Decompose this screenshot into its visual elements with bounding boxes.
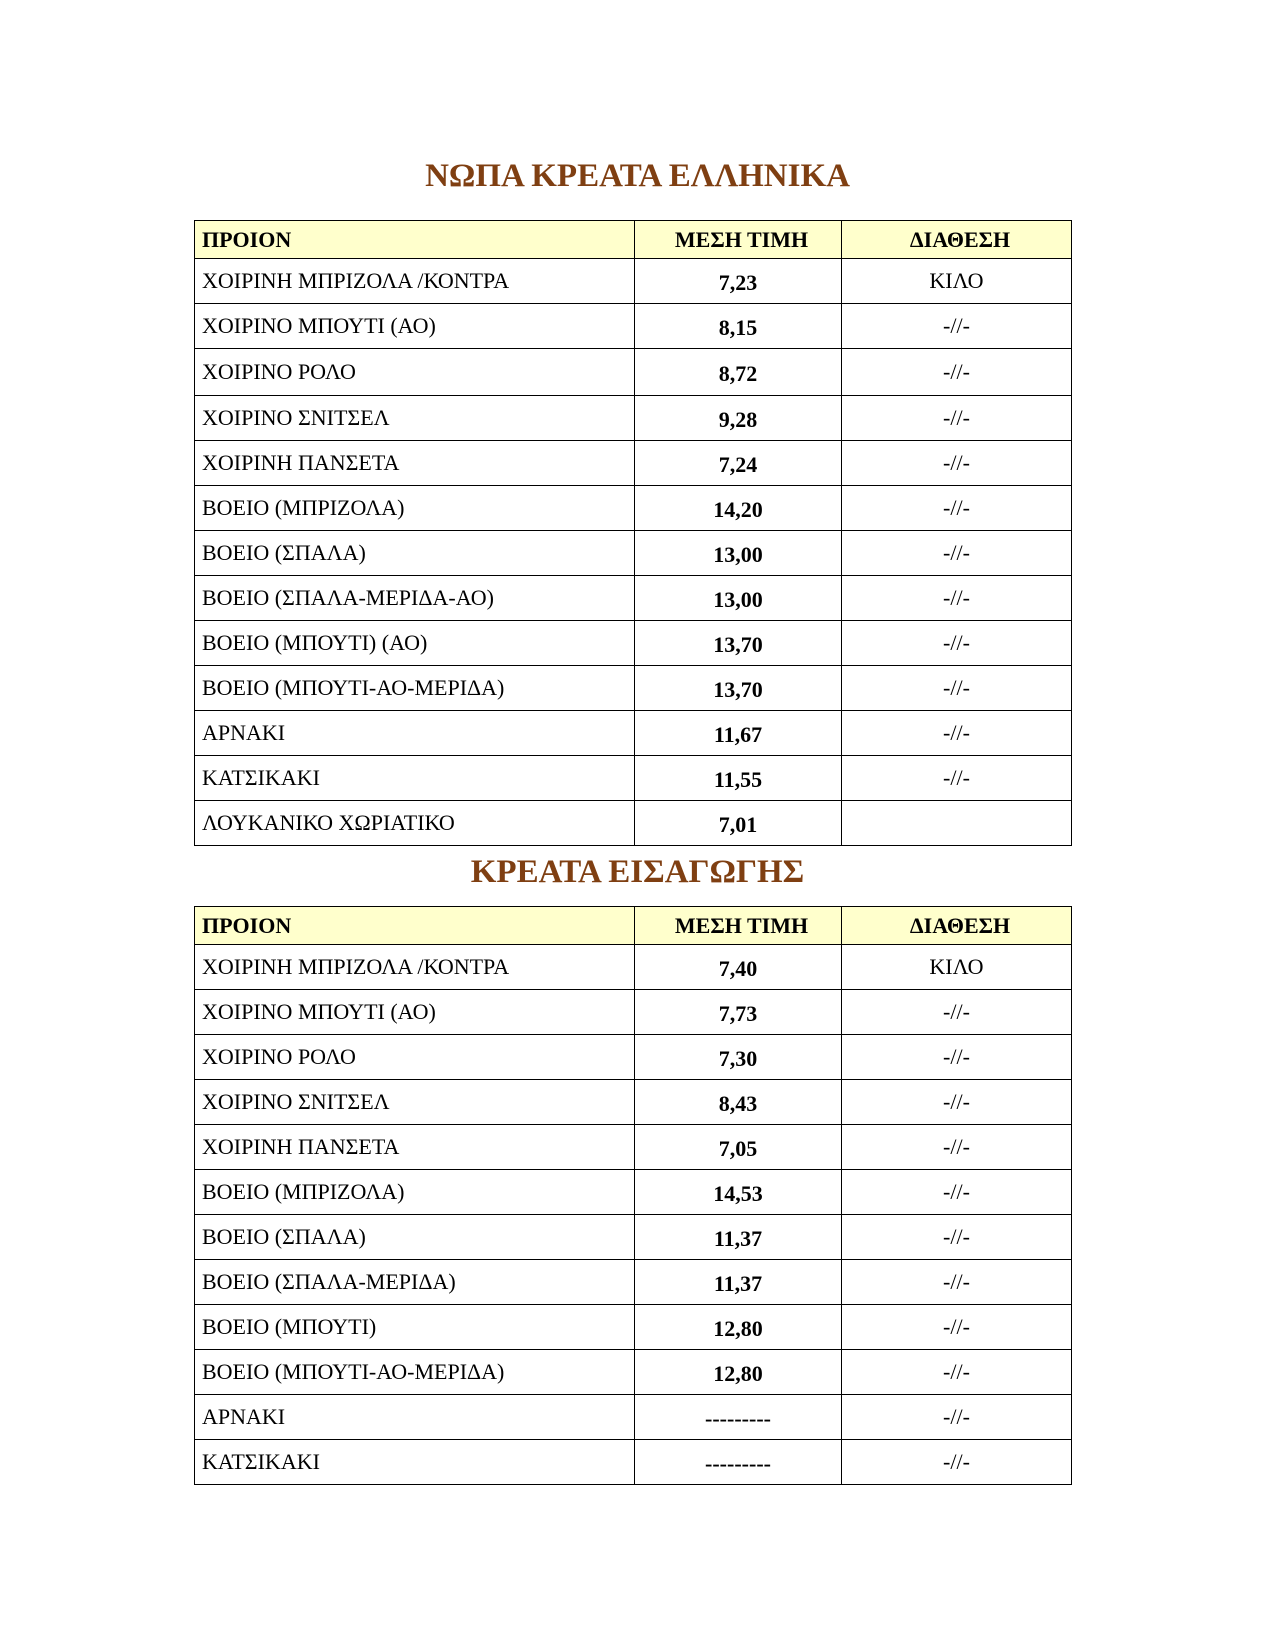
price-table-greek-meat [194,220,1072,846]
product-cell: ΒΟΕΙΟ (ΜΠΟΥΤΙ-ΑΟ-ΜΕΡΙΔΑ) [195,1350,635,1395]
product-cell: ΒΟΕΙΟ (ΣΠΑΛΑ-ΜΕΡΙΔΑ-ΑΟ) [195,576,635,621]
unit-cell: ΚΙΛΟ [842,259,1072,304]
product-cell: ΧΟΙΡΙΝΗ ΠΑΝΣΕΤΑ [195,1125,635,1170]
table-row [195,801,1072,846]
price-cell: 9,28 [635,396,842,441]
price-cell: 7,05 [635,1125,842,1170]
product-cell: ΧΟΙΡΙΝΟ ΜΠΟΥΤΙ (ΑΟ) [195,304,635,349]
price-cell: 14,53 [635,1170,842,1215]
table-row [195,666,1072,711]
unit-cell: -//- [842,1260,1072,1305]
unit-cell: -//- [842,666,1072,711]
unit-cell: -//- [842,1440,1072,1485]
table-row [195,1215,1072,1260]
product-cell: ΧΟΙΡΙΝΗ ΜΠΡΙΖΟΛΑ /ΚΟΝΤΡΑ [195,945,635,990]
price-cell: 13,00 [635,531,842,576]
price-cell: 7,73 [635,990,842,1035]
table-row [195,1305,1072,1350]
product-cell: ΚΑΤΣΙΚΑΚΙ [195,1440,635,1485]
unit-cell: -//- [842,1395,1072,1440]
table-row [195,1170,1072,1215]
unit-cell: -//- [842,1350,1072,1395]
unit-cell: ΚΙΛΟ [842,945,1072,990]
product-cell: ΑΡΝΑΚΙ [195,1395,635,1440]
product-cell: ΧΟΙΡΙΝΟ ΡΟΛΟ [195,349,635,396]
table-row [195,1080,1072,1125]
price-table-imported-meat [194,906,1072,1485]
table-row [195,1125,1072,1170]
table-row [195,711,1072,756]
product-cell: ΚΑΤΣΙΚΑΚΙ [195,756,635,801]
table-row [195,1035,1072,1080]
table-row [195,441,1072,486]
product-cell: ΧΟΙΡΙΝΟ ΣΝΙΤΣΕΛ [195,1080,635,1125]
table-row [195,1440,1072,1485]
product-cell: ΒΟΕΙΟ (ΜΠΡΙΖΟΛΑ) [195,1170,635,1215]
price-cell: --------- [635,1440,842,1485]
unit-cell: -//- [842,576,1072,621]
product-cell: ΧΟΙΡΙΝΗ ΠΑΝΣΕΤΑ [195,441,635,486]
table-row [195,1350,1072,1395]
price-cell: 8,15 [635,304,842,349]
table-row [195,349,1072,396]
price-cell: 7,23 [635,259,842,304]
table-row [195,396,1072,441]
price-cell: 11,55 [635,756,842,801]
column-header-product: ΠΡΟΙΟΝ [195,221,635,259]
table-row [195,486,1072,531]
price-cell: 11,37 [635,1260,842,1305]
column-header-product: ΠΡΟΙΟΝ [195,907,635,945]
price-cell: 14,20 [635,486,842,531]
unit-cell: -//- [842,1305,1072,1350]
table-header-row [195,907,1072,945]
price-cell: 12,80 [635,1350,842,1395]
unit-cell: -//- [842,531,1072,576]
product-cell: ΧΟΙΡΙΝΟ ΡΟΛΟ [195,1035,635,1080]
table-row [195,990,1072,1035]
table-row [195,1395,1072,1440]
product-cell: ΑΡΝΑΚΙ [195,711,635,756]
price-cell: --------- [635,1395,842,1440]
table-row [195,259,1072,304]
column-header-price: ΜΕΣΗ ΤΙΜΗ [635,221,842,259]
unit-cell: -//- [842,349,1072,396]
price-cell: 11,37 [635,1215,842,1260]
unit-cell: -//- [842,396,1072,441]
table-row [195,621,1072,666]
product-cell: ΧΟΙΡΙΝΟ ΜΠΟΥΤΙ (ΑΟ) [195,990,635,1035]
unit-cell: -//- [842,756,1072,801]
table-header-row [195,221,1072,259]
price-cell: 8,72 [635,349,842,396]
product-cell: ΒΟΕΙΟ (ΜΠΟΥΤΙ-ΑΟ-ΜΕΡΙΔΑ) [195,666,635,711]
product-cell: ΒΟΕΙΟ (ΣΠΑΛΑ) [195,531,635,576]
price-cell: 12,80 [635,1305,842,1350]
price-cell: 13,00 [635,576,842,621]
column-header-unit: ΔΙΑΘΕΣΗ [842,221,1072,259]
price-cell: 7,01 [635,801,842,846]
unit-cell: -//- [842,711,1072,756]
product-cell: ΧΟΙΡΙΝΗ ΜΠΡΙΖΟΛΑ /ΚΟΝΤΡΑ [195,259,635,304]
column-header-price: ΜΕΣΗ ΤΙΜΗ [635,907,842,945]
price-cell: 7,30 [635,1035,842,1080]
price-cell: 7,40 [635,945,842,990]
product-cell: ΒΟΕΙΟ (ΣΠΑΛΑ) [195,1215,635,1260]
unit-cell: -//- [842,1035,1072,1080]
unit-cell: -//- [842,1170,1072,1215]
price-cell: 13,70 [635,621,842,666]
column-header-unit: ΔΙΑΘΕΣΗ [842,907,1072,945]
unit-cell: -//- [842,1125,1072,1170]
product-cell: ΧΟΙΡΙΝΟ ΣΝΙΤΣΕΛ [195,396,635,441]
unit-cell [842,801,1072,846]
unit-cell: -//- [842,441,1072,486]
table-row [195,531,1072,576]
table-row [195,576,1072,621]
price-cell: 11,67 [635,711,842,756]
unit-cell: -//- [842,990,1072,1035]
section-title-imported-meat: ΚΡΕΑΤΑ ΕΙΣΑΓΩΓΗΣ [470,854,805,890]
table-row [195,304,1072,349]
unit-cell: -//- [842,486,1072,531]
price-cell: 7,24 [635,441,842,486]
product-cell: ΒΟΕΙΟ (ΜΠΟΥΤΙ) (ΑΟ) [195,621,635,666]
unit-cell: -//- [842,304,1072,349]
product-cell: ΒΟΕΙΟ (ΜΠΟΥΤΙ) [195,1305,635,1350]
table-row [195,1260,1072,1305]
table-row [195,756,1072,801]
product-cell: ΒΟΕΙΟ (ΜΠΡΙΖΟΛΑ) [195,486,635,531]
section-title-greek-meat: ΝΩΠΑ ΚΡΕΑΤΑ ΕΛΛΗΝΙΚΑ [425,158,850,194]
table-row [195,945,1072,990]
unit-cell: -//- [842,1215,1072,1260]
price-cell: 8,43 [635,1080,842,1125]
price-cell: 13,70 [635,666,842,711]
unit-cell: -//- [842,1080,1072,1125]
product-cell: ΒΟΕΙΟ (ΣΠΑΛΑ-ΜΕΡΙΔΑ) [195,1260,635,1305]
unit-cell: -//- [842,621,1072,666]
product-cell: ΛΟΥΚΑΝΙΚΟ ΧΩΡΙΑΤΙΚΟ [195,801,635,846]
